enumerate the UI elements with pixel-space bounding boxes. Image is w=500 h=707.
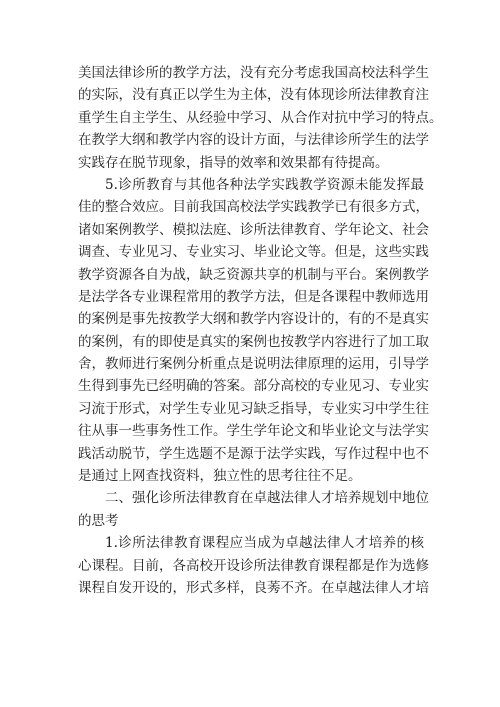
text-line: 是法学各专业课程常用的教学方法，但是各课程中教师选用 xyxy=(78,288,429,305)
text-line: 1.诊所法律教育课程应当成为卓越法律人才培养的核 xyxy=(105,535,424,552)
text-line: 重学生自主学生、从经验中学习、从合作对抗中学习的特点。 xyxy=(78,109,443,126)
text-line: 教学资源各自为战，缺乏资源共享的机制与平台。案例教学 xyxy=(78,266,429,283)
text-line: 往从事一些事务性工作。学生学年论文和毕业论文与法学实 xyxy=(78,423,429,440)
text-line: 诸如案例教学、模拟法庭、诊所法律教育、学年论文、社会 xyxy=(78,221,429,238)
text-line: 5.诊所教育与其他各种法学实践教学资源未能发挥最 xyxy=(105,176,424,193)
text-line: 生得到事先已经明确的答案。部分高校的专业见习、专业实 xyxy=(78,378,429,395)
text-line: 的实际，没有真正以学生为主体，没有体现诊所法律教育注 xyxy=(78,87,429,104)
text-line: 习流于形式，对学生专业见习缺乏指导，专业实习中学生往 xyxy=(78,400,429,417)
text-line: 的案例是事先按教学大纲和教学内容设计的，有的不是真实 xyxy=(78,311,429,328)
text-line: 二、强化诊所法律教育在卓越法律人才培养规划中地位 xyxy=(105,490,429,507)
text-line: 美国法律诊所的教学方法，没有充分考虑我国高校法科学生 xyxy=(78,65,429,81)
text-line: 的案例，有的即使是真实的案例也按教学内容进行了加工取 xyxy=(78,333,429,350)
text-line: 践活动脱节，学生选题不是源于法学实践，写作过程中也不 xyxy=(78,445,429,462)
text-line: 佳的整合效应。目前我国高校法学实践教学已有很多方式， xyxy=(78,199,429,216)
text-line: 舍，教师进行案例分析重点是说明法律原理的运用，引导学 xyxy=(78,356,429,373)
body-text xyxy=(78,62,443,599)
text-line: 调查、专业见习、专业实习、毕业论文等。但是，这些实践 xyxy=(78,244,429,261)
text-line: 的思考 xyxy=(78,512,119,529)
text-line: 课程自发开设的，形式多样，良莠不齐。在卓越法律人才培 xyxy=(78,579,429,596)
text-line: 心课程。目前，各高校开设诊所法律教育课程都是作为选修 xyxy=(78,557,429,574)
text-line: 在教学大纲和教学内容的设计方面，与法律诊所学生的法学 xyxy=(78,132,429,149)
text-line: 是通过上网查找资料，独立性的思考往往不足。 xyxy=(78,468,362,485)
text-line: 实践存在脱节现象，指导的效率和效果都有待提高。 xyxy=(78,154,389,171)
